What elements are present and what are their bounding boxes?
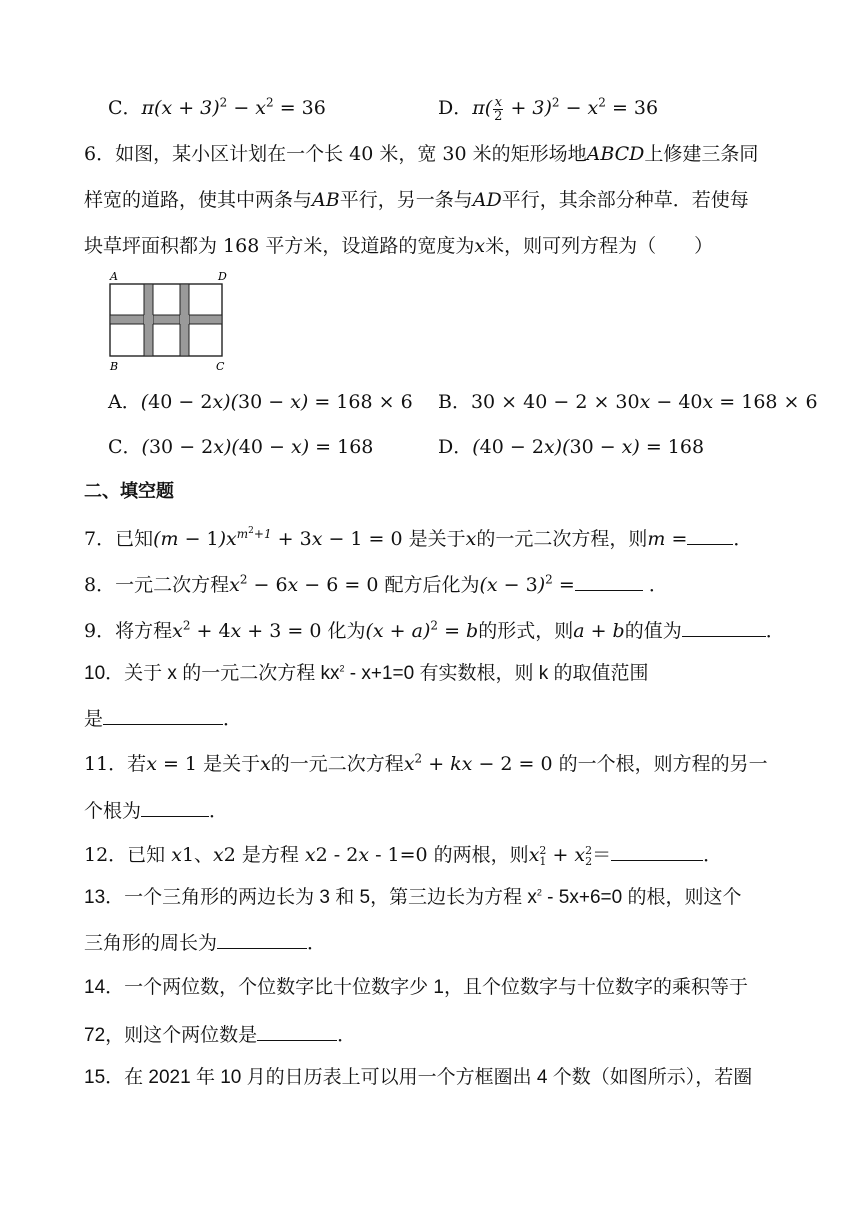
q14-line-2: 72，则这个两位数是 ． [84, 1020, 356, 1050]
q6-options-cd: C．(30 − 2x)(40 − x) = 168 D．(40 − 2x)(30 − x) = 168 [84, 433, 373, 461]
q6-rectangle-figure [104, 268, 234, 376]
q7: 7．已知$(m - 1)x^{m^2+1} + 3x - 1 = 0$ 是关于x的一元二次方程，则m = ． [84, 525, 753, 550]
q12-answer-blank [611, 840, 703, 861]
q5-option-d-equation: π( $\frac{x}{2}$ + $3)^2 - x^2 = 36$ [472, 94, 659, 124]
figure-label-c: C [216, 360, 225, 373]
q6-line-2: 样宽的道路，使其中两条与AB平行，另一条与AD平行，其余部分种草．若使每 [84, 189, 749, 211]
q9: 9．将方程$x^2 + 4x + 3 = 0$ 化为$(x + a)^2 = b$的形式，则a + b的值为 ． [84, 616, 785, 645]
q6-line-1: 6．如图，某小区计划在一个长 40 米，宽 30 米的矩形场地ABCD上修建三条同 [84, 143, 759, 165]
q6-options-ab: A．(40 − 2x)(30 − x) = 168 × 6 B．30 × 40 − 2 × 30x − 40x = 168 × 6 [84, 388, 413, 416]
road-crossing-2 [180, 315, 189, 324]
road-crossing-1 [144, 315, 153, 324]
q7-answer-blank [687, 524, 733, 545]
q6-option-c-equation: (30 − 2x)(40 − x) = 168 [141, 436, 374, 458]
figure-label-d: D [218, 270, 227, 283]
q9-answer-blank [682, 616, 766, 637]
q14-line-1: 14．一个两位数，个位数字比十位数字少 1，且个位数字与十位数字的乘积等于 [84, 977, 748, 998]
q8: 8．一元二次方程$x^2 - 6x - 6 = 0$ 配方后化为$(x - 3)^2$ = ． [84, 570, 668, 599]
section-2-title: 二、填空题 [84, 481, 174, 502]
q11-line-2: 个根为 ． [84, 796, 228, 825]
q5-option-c-equation: $\pi(x + 3)^2 - x^2 = 36$ [141, 95, 326, 119]
q5-option-d [438, 94, 658, 123]
q11-answer-blank [141, 796, 209, 817]
q5-option-d-label: D． [438, 97, 473, 119]
q11-line-1: 11．若x = 1 是关于x的一元二次方程$x^2$ + kx − 2 = 0 的一个根，则方程的另一 [84, 751, 768, 775]
figure-label-a: A [110, 270, 118, 283]
q5-option-c-label: C． [108, 97, 142, 119]
q6-line-3: 块草坪面积都为 168 平方米，设道路的宽度为x米，则可列方程为（ ） [84, 235, 714, 257]
figure-label-b: B [110, 360, 119, 373]
q8-answer-blank [575, 570, 643, 591]
q13-line-1: 13．一个三角形的两边长为 3 和 5，第三边长为方程 $x^2 - 5x+6=0$ 的根，则这个 [84, 887, 742, 908]
q6-option-b: B．30 × 40 − 2 × 30x − 40x = 168 × 6 [438, 391, 818, 413]
q15-line-1: 15．在 2021 年 10 月的日历表上可以用一个方框圈出 4 个数（如图所示），若圈 [84, 1067, 753, 1088]
q13-answer-blank [217, 928, 307, 949]
q6-option-d: D．(40 − 2x)(30 − x) = 168 [438, 436, 705, 458]
q6-option-a-equation: (40 − 2x)(30 − x) = 168 × 6 [140, 391, 413, 413]
horizontal-road [110, 315, 222, 324]
q10-answer-blank [103, 704, 223, 725]
q5-options [84, 94, 659, 124]
q10-line-1: 10．关于 x 的一元二次方程 $kx^2 - x+1=0$ 有实数根，则 k 的取值范围 [84, 663, 649, 684]
q12: 12．已知 x1、x2 是方程 x2 - 2x - 1=0 的两根，则x 2 1 + x 2 2 ＝ ． [84, 840, 722, 869]
q13-line-2: 三角形的周长为 ． [84, 928, 326, 958]
q14-answer-blank [257, 1020, 337, 1041]
q10-line-2: 是 ． [84, 704, 242, 734]
